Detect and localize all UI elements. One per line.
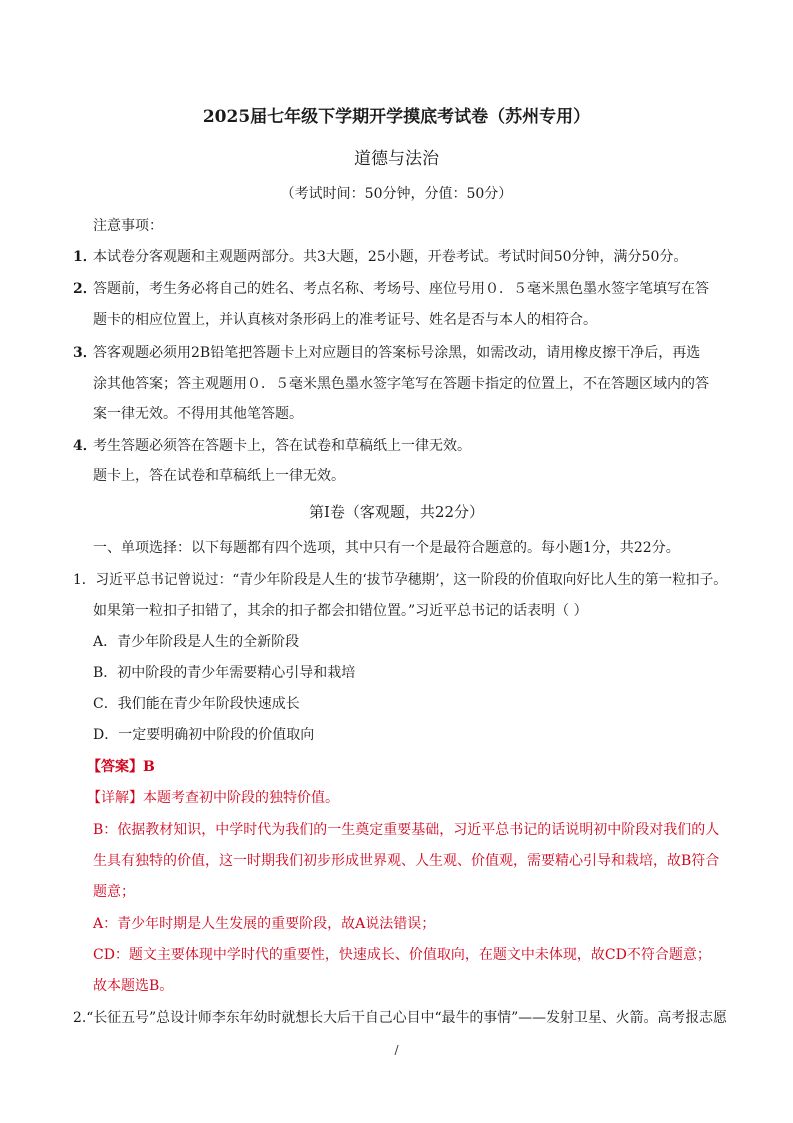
question-1-explanation-line-2: 生具有独特的价值，这一时期我们初步形成世界观、人生观、价值观，需要精心引导和栽培，故B符合 — [93, 853, 720, 869]
question-1-option-c: C．我们能在青少年阶段快速成长 — [93, 696, 300, 712]
question-1-explanation-line-4: A：青少年时期是人生发展的重要阶段，故A说法错误； — [93, 916, 436, 932]
question-1-explanation-line-1: B：依据教材知识，中学时代为我们的一生奠定重要基础，习近平总书记的话说明初中阶段对我们的人 — [93, 822, 720, 838]
section-title: 第Ⅰ卷（客观题，共22分） — [308, 503, 484, 521]
question-1-answer: 【答案】B — [87, 759, 155, 775]
notice-item-4-line-1: 考生答题必须答在答题卡上，答在试卷和草稿纸上一律无效。 — [93, 438, 471, 454]
section-instruction: 一、单项选择：以下每题都有四个选项，其中只有一个是最符合题意的。每小题1分，共22分。 — [93, 540, 680, 556]
notice-heading: 注意事项： — [93, 218, 163, 234]
notice-item-3-line-1: 答客观题必须用2B铅笔把答题卡上对应题目的答案标号涂黑，如需改动，请用橡皮擦干净后，再选 — [93, 345, 701, 361]
question-1-option-b: B．初中阶段的青少年需要精心引导和栽培 — [93, 665, 356, 681]
page-number: / — [394, 1043, 399, 1057]
question-1-explanation-line-5: CD：题文主要体现中学时代的重要性，快速成长、价值取向，在题文中未体现，故CD不符合题意； — [93, 947, 711, 963]
notice-item-3-line-2: 涂其他答案；答主观题用０．５毫米黑色墨水签字笔写在答题卡指定的位置上，不在答题区域内的答 — [93, 376, 709, 392]
question-1-stem-line-2: 如果第一粒扣子扣错了，其余的扣子都会扣错位置。”习近平总书记的话表明（ ） — [93, 603, 588, 619]
notice-item-3-line-3: 案一律无效。不得用其他笔答题。 — [93, 406, 303, 422]
notice-item-2-line-2: 题卡的相应位置上，并认真核对条形码上的准考证号、姓名是否与本人的相符合。 — [93, 312, 597, 328]
notice-item-3-num: 3． — [73, 345, 97, 361]
question-2-stem-line-1: 2.“长征五号”总设计师李东年幼时就想长大后干自己心目中“最牛的事情”——发射卫星、火箭。高考报志愿 — [73, 1010, 727, 1026]
notice-item-2-num: 2． — [73, 281, 97, 297]
exam-info: （考试时间：50分钟，分值：50分） — [280, 186, 513, 202]
question-1-explanation-line-6: 故本题选B。 — [93, 978, 174, 994]
question-1-detail: 【详解】本题考查初中阶段的独特价值。 — [87, 790, 339, 806]
question-1-explanation-line-3: 题意； — [93, 884, 135, 900]
subject-title: 道德与法治 — [354, 149, 439, 169]
notice-item-1-line-1: 本试卷分客观题和主观题两部分。共3大题，25小题，开卷考试。考试时间50分钟，满分50分。 — [93, 249, 688, 265]
notice-item-4-num: 4． — [73, 438, 97, 454]
notice-item-1-num: 1． — [73, 249, 97, 265]
question-1-stem-line-1: 1．习近平总书记曾说过：“青少年阶段是人生的‘拔节孕穗期’，这一阶段的价值取向好比人生的第一粒扣子。 — [73, 572, 727, 588]
exam-title: 2025届七年级下学期开学摸底考试卷（苏州专用） — [202, 107, 591, 127]
question-1-option-a: A．青少年阶段是人生的全新阶段 — [93, 634, 300, 650]
notice-item-2-line-1: 答题前，考生务必将自己的姓名、考点名称、考场号、座位号用０．５毫米黑色墨水签字笔填写在答 — [93, 281, 709, 297]
notice-item-4-line-2: 题卡上，答在试卷和草稿纸上一律无效。 — [93, 468, 345, 484]
question-1-option-d: D．一定要明确初中阶段的价值取向 — [93, 727, 315, 743]
